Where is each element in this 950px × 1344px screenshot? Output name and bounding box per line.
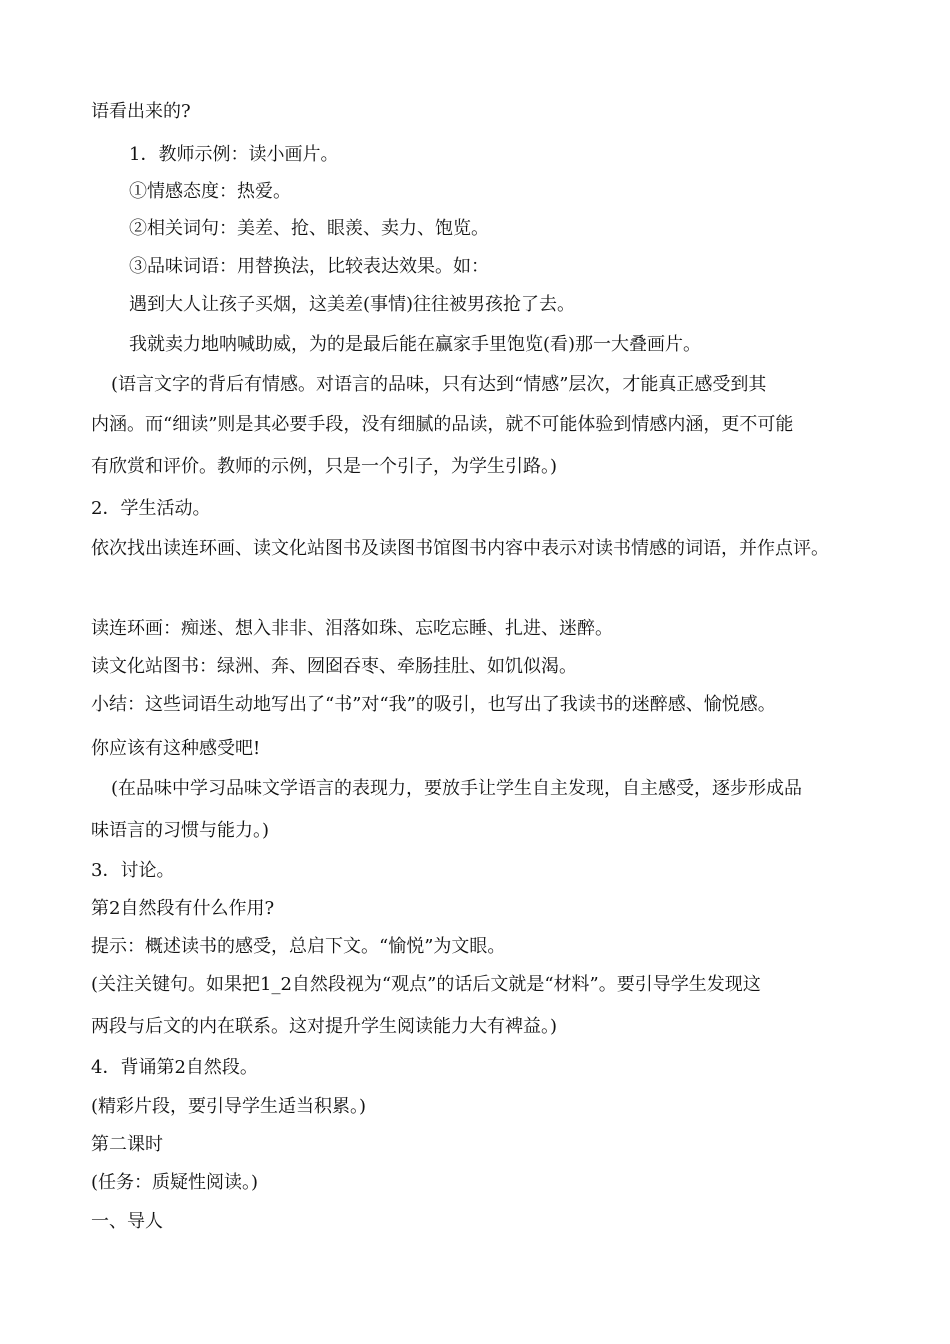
text-line: 语看出来的? (91, 101, 191, 122)
text-line: 我就卖力地呐喊助威，为的是最后能在赢家手里饱览(看)那一大叠画片。 (129, 334, 702, 355)
text-line: 依次找出读连环画、读文化站图书及读图书馆图书内容中表示对读书情感的词语，并作点评。 (91, 538, 829, 559)
text-line: (精彩片段，要引导学生适当积累。) (91, 1096, 367, 1117)
text-line: 3．讨论。 (91, 860, 175, 881)
text-line: (关注关键句。如果把1_2自然段视为“观点”的话后文就是“材料”。要引导学生发现这 (91, 974, 761, 995)
text-line: 你应该有这种感受吧! (91, 738, 261, 759)
text-line: 有欣赏和评价。教师的示例，只是一个引子，为学生引路。) (91, 456, 558, 477)
text-line: 一、导人 (91, 1211, 163, 1232)
text-line: ③品味词语：用替换法，比较表达效果。如： (129, 256, 489, 277)
text-line: 2．学生活动。 (91, 498, 211, 519)
text-line: 两段与后文的内在联系。这对提升学生阅读能力大有裨益。) (91, 1016, 558, 1037)
text-line: 味语言的习惯与能力。) (91, 820, 270, 841)
text-line: ②相关词句：美差、抢、眼羡、卖力、饱览。 (129, 218, 489, 239)
text-line: 第2自然段有什么作用? (91, 898, 275, 919)
text-line: (语言文字的背后有情感。对语言的品味，只有达到“情感”层次，才能真正感受到其 (111, 374, 767, 395)
text-line: 第二课时 (91, 1134, 163, 1155)
text-line: 1．教师示例：读小画片。 (129, 144, 339, 165)
text-line: (在品味中学习品味文学语言的表现力，要放手让学生自主发现，自主感受，逐步形成品 (111, 778, 803, 799)
text-line: 小结：这些词语生动地写出了“书”对“我”的吸引，也写出了我读书的迷醉感、愉悦感。 (91, 694, 776, 715)
text-line: 内涵。而“细读”则是其必要手段，没有细腻的品读，就不可能体验到情感内涵，更不可能 (91, 414, 794, 435)
text-line: ①情感态度：热爱。 (129, 181, 291, 202)
text-line: 读连环画：痴迷、想入非非、泪落如珠、忘吃忘睡、扎进、迷醉。 (91, 618, 613, 639)
text-line: 遇到大人让孩子买烟，这美差(事情)往往被男孩抢了去。 (129, 294, 576, 315)
text-line: 读文化站图书：绿洲、奔、囫囵吞枣、牵肠挂肚、如饥似渴。 (91, 656, 577, 677)
text-line: (任务：质疑性阅读。) (91, 1172, 259, 1193)
text-line: 提示：概述读书的感受，总启下文。“愉悦”为文眼。 (91, 936, 506, 957)
text-line: 4．背诵第2自然段。 (91, 1057, 258, 1078)
